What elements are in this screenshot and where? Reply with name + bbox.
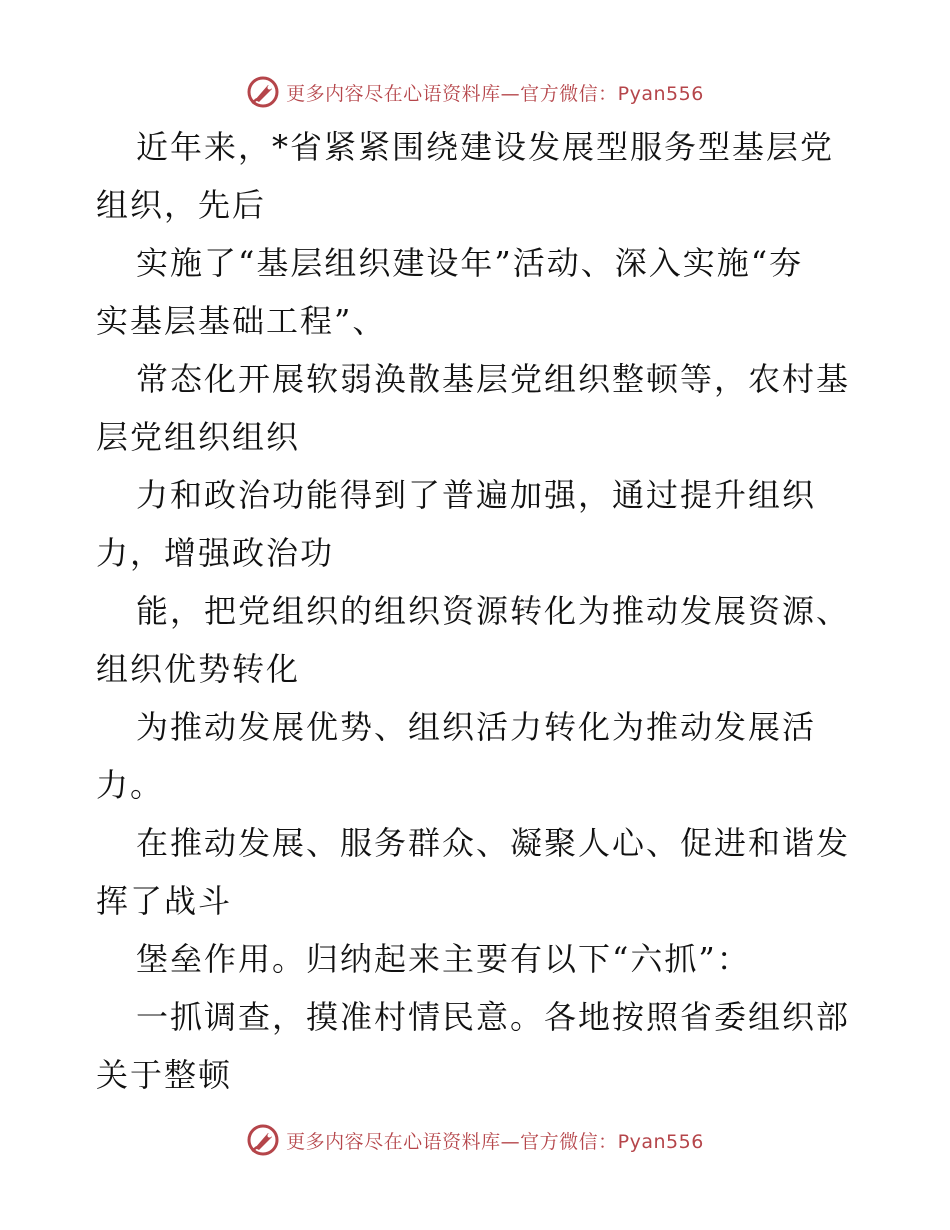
paragraph-line: 在推动发展、服务群众、凝聚人心、促进和谐发	[136, 824, 851, 862]
paragraph-line: 一抓调查，摸准村情民意。各地按照省委组织部	[136, 998, 851, 1036]
paragraph-line: 常态化开展软弱涣散基层党组织整顿等，农村基	[136, 360, 851, 398]
banner-text: 更多内容尽在心语资料库—官方微信：Pyan556	[286, 82, 704, 105]
paragraph-continuation: 力。	[96, 766, 165, 804]
paragraph	[96, 234, 856, 350]
pen-nib-logo-icon	[246, 1123, 280, 1157]
paragraph-continuation: 关于整顿	[96, 1056, 233, 1094]
footer-banner	[0, 1118, 950, 1162]
paragraph	[96, 988, 856, 1104]
paragraph	[96, 814, 856, 930]
paragraph	[96, 582, 856, 698]
paragraph-continuation: 实基层基础工程”、	[96, 302, 387, 340]
paragraph	[96, 930, 856, 988]
header-banner	[0, 70, 950, 114]
paragraph-line: 力和政治功能得到了普遍加强，通过提升组织	[136, 476, 817, 514]
paragraph-continuation: 力，增强政治功	[96, 534, 335, 572]
paragraph	[96, 118, 856, 234]
paragraph-continuation: 层党组织组织	[96, 418, 301, 456]
paragraph-continuation: 组织优势转化	[96, 650, 301, 688]
paragraph-line: 能，把党组织的组织资源转化为推动发展资源、	[136, 592, 851, 630]
paragraph-line: 堡垒作用。归纳起来主要有以下“六抓”：	[136, 940, 751, 978]
banner-text: 更多内容尽在心语资料库—官方微信：Pyan556	[286, 1130, 704, 1153]
pen-nib-logo-icon	[246, 75, 280, 109]
paragraph	[96, 350, 856, 466]
document-body	[96, 118, 856, 1104]
paragraph-line: 实施了“基层组织建设年”活动、深入实施“夯	[136, 244, 804, 282]
paragraph	[96, 698, 856, 814]
paragraph-continuation: 挥了战斗	[96, 882, 233, 920]
paragraph	[96, 466, 856, 582]
paragraph-continuation: 组织，先后	[96, 186, 267, 224]
paragraph-line: 为推动发展优势、组织活力转化为推动发展活	[136, 708, 817, 746]
paragraph-line: 近年来，*省紧紧围绕建设发展型服务型基层党	[136, 128, 835, 166]
